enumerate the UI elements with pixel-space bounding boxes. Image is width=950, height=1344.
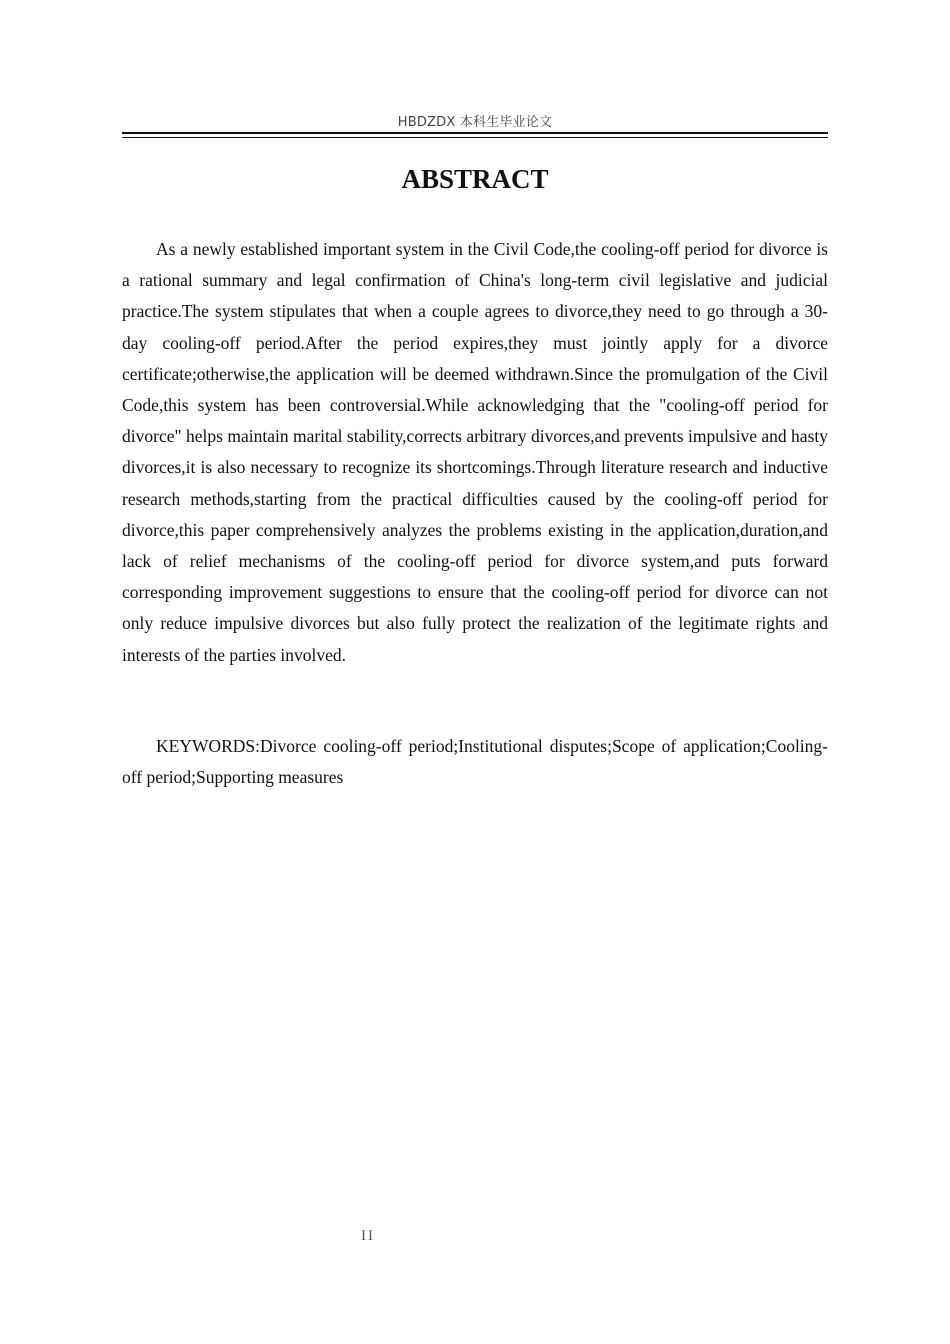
page-title: ABSTRACT: [401, 164, 549, 194]
header-rule-thick: [122, 132, 828, 134]
running-header: HBDZDX 本科生毕业论文: [397, 115, 553, 130]
page-number: II: [361, 1228, 375, 1244]
header-rule-thin: [122, 137, 828, 138]
abstract-paragraph: As a newly established important system in the Civil Code,the cooling-off period for divorce is a rational summary and legal confirmation of China's long-term civil legislative and judicial practice.The system stipulates that when a couple agrees to divorce,they need to go through a 30-day cooling-off period.After the period expires,they must jointly apply for a divorce certificate;otherwise,the application will be deemed withdrawn.Since the promulgation of the Civil Code,this system has been controversial.While acknowledging that the "cooling-off period for divorce" helps maintain marital stability,corrects arbitrary divorces,and prevents impulsive and hasty divorces,it is also necessary to recognize its shortcomings.Through literature research and inductive research methods,starting from the practical difficulties caused by the cooling-off period for divorce,this paper comprehensively analyzes the problems existing in the application,duration,and lack of relief mechanisms of the cooling-off period for divorce system,and puts forward corresponding improvement suggestions to ensure that the cooling-off period for divorce can not only reduce impulsive divorces but also fully protect the realization of the legitimate rights and interests of the parties involved.: [122, 239, 828, 665]
keywords-paragraph: KEYWORDS:Divorce cooling-off period;Institutional disputes;Scope of application;Cooling-off period;Supporting measures: [122, 736, 828, 788]
